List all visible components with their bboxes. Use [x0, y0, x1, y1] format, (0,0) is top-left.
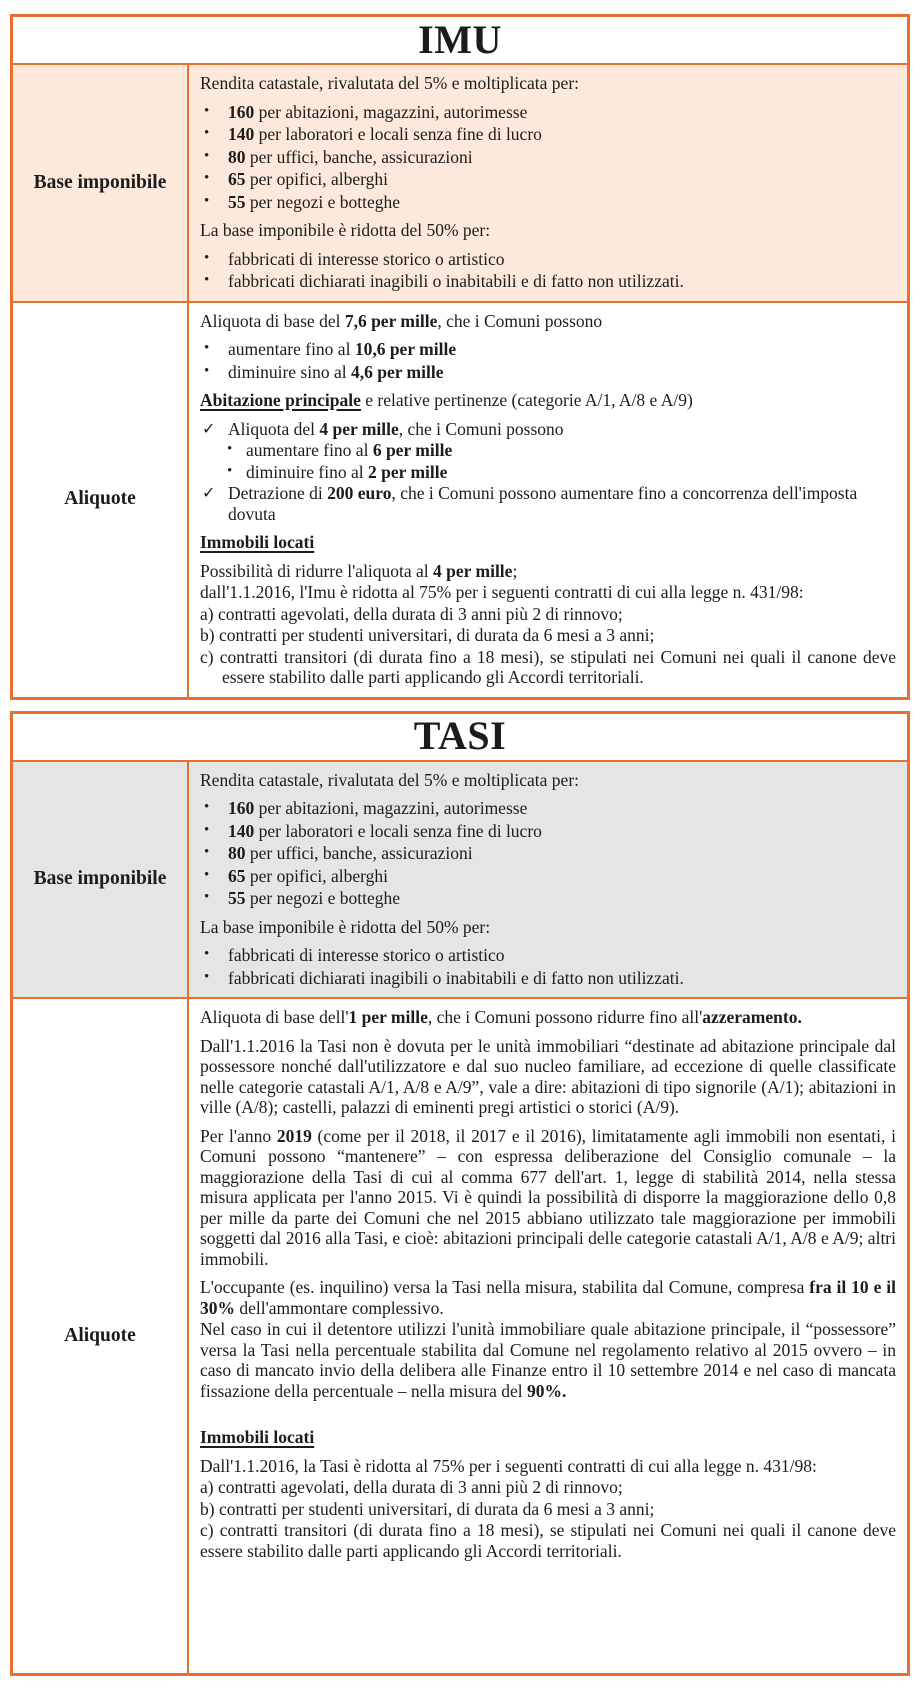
bullet-icon: • — [204, 946, 210, 962]
text-run: Dall'1.1.2016, la Tasi è ridotta al 75% per i seguenti contratti di cui alla legge n. 431/98: — [200, 1455, 817, 1476]
emphasis-text: 200 euro — [327, 483, 392, 503]
emphasis-text: 10,6 per mille — [354, 339, 457, 359]
bullet-text — [228, 147, 473, 167]
bullet-text — [228, 102, 527, 122]
bullet-item — [200, 968, 896, 989]
text-run: per opifici, alberghi — [245, 169, 389, 189]
bullet-text — [228, 271, 684, 291]
text-run: L'occupante (es. inquilino) versa la Tasi nella misura, stabilita dal Comune, compresa — [200, 1277, 810, 1297]
bullet-item — [200, 192, 896, 213]
bullet-item — [200, 866, 896, 887]
text-run: dall'1.1.2016, l'Imu è ridotta al 75% per i seguenti contratti di cui alla legge n. 431/98: — [200, 582, 804, 602]
emphasis-text: 55 — [228, 888, 246, 908]
emphasis-text: 7,6 per mille — [344, 310, 438, 331]
bullet-item — [200, 249, 896, 270]
text-run: per negozi e botteghe — [245, 888, 401, 908]
imu-base-imponibile-row — [13, 63, 907, 301]
text-run: , che i Comuni possono — [437, 310, 603, 331]
bullet-icon: • — [204, 272, 210, 288]
paragraph — [200, 1499, 896, 1520]
emphasis-text: Immobili locati — [200, 532, 315, 552]
text-run: per opifici, alberghi — [245, 865, 389, 886]
imu-base-imponibile-cell — [189, 65, 907, 301]
bullet-icon: • — [204, 866, 210, 883]
emphasis-text: 4,6 per mille — [350, 361, 444, 382]
text-run: Detrazione di — [228, 483, 328, 503]
text-run: Aliquota del — [228, 418, 320, 439]
bullet-text — [228, 821, 542, 841]
bullet-item — [200, 462, 896, 483]
text-run: Per l'anno — [200, 1125, 277, 1146]
paragraph — [200, 647, 896, 688]
text-run: (come per il 2018, il 2017 e il 2016), limitatamente agli immobili non esentati, i Comuni possono “mantenere” – con espressa deliberazione del Consiglio comunale – la maggiorazione della Tasi di cui al comma 677 dell'art. 1, legge di stabilità 2014, nella stessa misura applicata per l'anno 2015. Vi è quindi la possibilità di disporre la maggiorazione dello 0,8 per mille da parte dei Comuni che nel 2015 abbiano utilizzato tale maggiorazione per immobili soggetti dal 2016 alla Tasi, e cioè: abitazioni principali delle categorie catastali A/1, A/8 e A/9; altri immobili. — [200, 1125, 896, 1269]
text-run: fabbricati dichiarati inagibili o inabitabili e di fatto non utilizzati. — [228, 271, 684, 291]
bullet-text — [228, 192, 400, 212]
bullet-item — [200, 102, 896, 123]
paragraph — [200, 1319, 896, 1401]
tasi-table — [10, 711, 910, 1677]
emphasis-text: 90%. — [527, 1380, 567, 1401]
bullet-icon: • — [204, 192, 210, 209]
emphasis-text: fra il 10 e il 30% — [200, 1277, 896, 1318]
check-item — [200, 483, 896, 524]
bullet-item — [200, 798, 896, 819]
emphasis-text: azzeramento. — [702, 1007, 802, 1027]
text-run: per abitazioni, magazzini, autorimesse — [254, 101, 528, 122]
bullet-text — [228, 249, 505, 269]
text-run: ; — [512, 560, 518, 581]
paragraph — [200, 1456, 896, 1477]
paragraph — [200, 582, 896, 603]
text-run: Aliquota di base del — [200, 310, 345, 331]
bullet-text — [228, 843, 473, 863]
bullet-text — [246, 440, 452, 460]
text-run: La base imponibile è ridotta del 50% per: — [200, 220, 491, 240]
text-run: aumentare fino al — [228, 339, 355, 359]
text-run: per laboratori e locali senza fine di lucro — [254, 124, 542, 144]
check-text — [228, 419, 564, 439]
text-run: Aliquota di base dell' — [200, 1007, 349, 1027]
imu-base-imponibile-label: Base imponibile — [13, 65, 189, 301]
paragraph — [200, 1036, 896, 1118]
emphasis-text: 80 — [228, 146, 246, 167]
text-run: per laboratori e locali senza fine di lucro — [254, 820, 542, 841]
emphasis-text: 140 — [228, 124, 255, 144]
bullet-icon: • — [204, 889, 210, 905]
text-run: fabbricati dichiarati inagibili o inabitabili e di fatto non utilizzati. — [228, 967, 684, 988]
bullet-item — [200, 124, 896, 145]
paragraph — [200, 1007, 896, 1028]
text-run: diminuire fino al — [246, 461, 368, 482]
paragraph — [200, 917, 896, 938]
bullet-item — [200, 821, 896, 842]
bullet-item — [200, 271, 896, 292]
paragraph — [200, 311, 896, 332]
tasi-base-imponibile-cell — [189, 762, 907, 998]
imu-table-title: IMU — [13, 17, 907, 63]
tasi-base-imponibile-row — [13, 760, 907, 998]
bullet-text — [228, 866, 388, 886]
bullet-icon: • — [227, 441, 233, 457]
imu-aliquote-row — [13, 301, 907, 697]
bullet-item — [200, 440, 896, 461]
bullet-item — [200, 169, 896, 190]
bullet-text — [228, 124, 542, 144]
text-run: fabbricati di interesse storico o artistico — [228, 945, 505, 965]
paragraph — [200, 390, 896, 411]
text-run: Rendita catastale, rivalutata del 5% e moltiplicata per: — [200, 769, 580, 790]
paragraph — [200, 1427, 896, 1448]
text-run: Possibilità di ridurre l'aliquota al — [200, 560, 434, 581]
bullet-text — [228, 945, 505, 965]
tasi-aliquote-row — [13, 997, 907, 1673]
bullet-icon: • — [227, 462, 233, 479]
paragraph — [200, 770, 896, 791]
emphasis-text: 65 — [228, 865, 246, 886]
text-run: per abitazioni, magazzini, autorimesse — [254, 798, 528, 818]
bullet-icon: • — [204, 844, 210, 860]
bullet-icon: • — [204, 125, 210, 141]
paragraph — [200, 73, 896, 94]
text-run: per negozi e botteghe — [245, 191, 401, 212]
text-run: diminuire sino al — [228, 361, 351, 382]
text-run: aumentare fino al — [246, 440, 373, 460]
text-run: Nel caso in cui il detentore utilizzi l'unità immobiliare quale abitazione principale, il “possessore” versa la Tasi nella percentuale stabilita dal Comune nel regolamento relativo al 2015 ovvero – in caso di mancato invio della delibera alle Finanze entro il 10 settembre 2014 e nel caso di mancata fissazione della percentuale – nella misura del — [200, 1319, 896, 1401]
check-icon: ✓ — [202, 483, 216, 502]
text-run: La base imponibile è ridotta del 50% per: — [200, 916, 491, 937]
text-run: e relative pertinenze (categorie A/1, A/8 e A/9) — [360, 390, 693, 410]
bullet-text — [228, 362, 444, 382]
bullet-text — [228, 339, 456, 359]
bullet-item — [200, 888, 896, 909]
bullet-icon: • — [204, 170, 210, 186]
text-run: c) contratti transitori (di durata fino a 18 mesi), se stipulati nei Comuni nei quali il canone deve essere stabilito dalle parti applicando gli Accordi territoriali. — [200, 1520, 896, 1561]
text-run: a) contratti agevolati, della durata di 3 anni più 2 di rinnovo; — [200, 1477, 623, 1497]
paragraph — [200, 1126, 896, 1270]
text-run: dell'ammontare complessivo. — [235, 1297, 444, 1318]
bullet-text — [228, 798, 527, 818]
text-run: per uffici, banche, assicurazioni — [245, 146, 473, 167]
emphasis-text: 160 — [228, 798, 255, 818]
emphasis-text: 140 — [228, 820, 255, 841]
tasi-aliquote-label: Aliquote — [13, 999, 189, 1673]
tasi-base-imponibile-label: Base imponibile — [13, 762, 189, 998]
bullet-text — [246, 462, 447, 482]
paragraph — [200, 220, 896, 241]
bullet-icon: • — [204, 340, 210, 356]
tasi-table-title: TASI — [13, 714, 907, 760]
text-run: , che i Comuni possono — [398, 418, 564, 439]
emphasis-text: 1 per mille — [348, 1007, 428, 1027]
text-run: , che i Comuni possono aumentare fino a concorrenza dell'imposta dovuta — [228, 483, 858, 524]
paragraph — [200, 604, 896, 625]
check-icon: ✓ — [202, 418, 216, 438]
emphasis-text: 6 per mille — [372, 440, 453, 460]
bullet-text — [228, 888, 400, 908]
emphasis-text: 65 — [228, 169, 246, 189]
text-run: b) contratti per studenti universitari, di durata da 6 mesi a 3 anni; — [200, 625, 655, 645]
paragraph — [200, 1277, 896, 1318]
paragraph — [200, 1477, 896, 1498]
bullet-text — [228, 169, 388, 189]
bullet-icon: • — [204, 249, 210, 266]
text-run: a) contratti agevolati, della durata di 3 anni più 2 di rinnovo; — [200, 603, 623, 624]
text-run: Rendita catastale, rivalutata del 5% e moltiplicata per: — [200, 73, 580, 93]
text-run: c) contratti transitori (di durata fino a 18 mesi), se stipulati nei Comuni nei quali il canone deve essere stabilito dalle parti applicando gli Accordi territoriali. — [200, 646, 896, 687]
check-item — [200, 419, 896, 440]
tasi-aliquote-cell — [189, 999, 907, 1673]
bullet-item — [200, 945, 896, 966]
bullet-icon: • — [204, 821, 210, 838]
emphasis-text: 2 per mille — [368, 461, 448, 482]
paragraph — [200, 561, 896, 582]
bullet-icon: • — [204, 147, 210, 164]
text-run: per uffici, banche, assicurazioni — [245, 843, 473, 863]
text-run: fabbricati di interesse storico o artistico — [228, 248, 505, 269]
bullet-icon: • — [204, 102, 210, 119]
bullet-item — [200, 339, 896, 360]
emphasis-text: Immobili locati — [200, 1427, 315, 1447]
paragraph — [200, 625, 896, 646]
bullet-item — [200, 147, 896, 168]
emphasis-text: 160 — [228, 101, 255, 122]
emphasis-text: Abitazione principale — [200, 390, 361, 410]
emphasis-text: 80 — [228, 843, 246, 863]
bullet-icon: • — [204, 968, 210, 985]
emphasis-text: 4 per mille — [433, 560, 513, 581]
imu-aliquote-label: Aliquote — [13, 303, 189, 697]
emphasis-text: 2019 — [276, 1125, 312, 1146]
paragraph — [200, 532, 896, 553]
bullet-item — [200, 362, 896, 383]
text-run: , che i Comuni possono ridurre fino all' — [427, 1007, 703, 1027]
bullet-icon: • — [204, 362, 210, 379]
emphasis-text: 4 per mille — [319, 418, 399, 439]
check-text — [228, 483, 857, 524]
imu-table — [10, 14, 910, 700]
emphasis-text: 55 — [228, 191, 246, 212]
paragraph — [200, 1520, 896, 1561]
bullet-icon: • — [204, 799, 210, 815]
bullet-text — [228, 968, 684, 988]
text-run: b) contratti per studenti universitari, di durata da 6 mesi a 3 anni; — [200, 1498, 655, 1519]
imu-aliquote-cell — [189, 303, 907, 697]
bullet-item — [200, 843, 896, 864]
text-run: Dall'1.1.2016 la Tasi non è dovuta per le unità immobiliari “destinate ad abitazione principale dal possessore nonché dall'utilizzatore e dal suo nucleo familiare, ad eccezione di quelle classificate nelle categorie catastali A/1, A/8 e A/9”, vale a dire: abitazioni di tipo signorile (A/1); abitazioni in ville (A/8); castelli, palazzi di eminenti pregi artistici o storici (A/9). — [200, 1035, 896, 1117]
